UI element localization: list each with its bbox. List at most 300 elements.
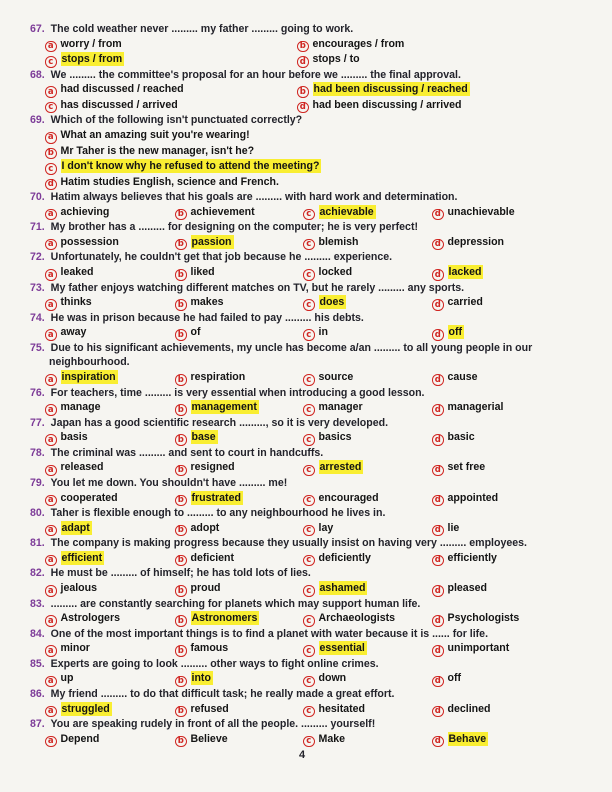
option-letter-badge: c [303, 465, 315, 477]
option [303, 205, 432, 221]
option-label: unimportant [447, 642, 510, 655]
option [297, 82, 604, 98]
option-letter-badge: d [432, 585, 444, 597]
question [30, 476, 604, 506]
option-letter-badge: a [45, 615, 57, 627]
option [45, 265, 175, 281]
option-label: base [191, 431, 216, 444]
option-letter-badge: c [303, 525, 315, 537]
option [303, 702, 432, 718]
question [30, 220, 604, 250]
option [432, 702, 604, 718]
option-label: Behave [448, 732, 487, 745]
question [30, 687, 604, 717]
question-head [30, 190, 604, 205]
option [432, 460, 604, 476]
option [432, 581, 604, 597]
option-letter-badge: b [45, 148, 57, 160]
question-text: My friend ......... to do that difficult task; he really made a great effort. [47, 688, 395, 700]
option-letter-badge: d [432, 525, 444, 537]
question-number: 74. [30, 311, 45, 324]
question [30, 386, 604, 416]
option-label: Psychologists [447, 612, 520, 625]
option [45, 611, 175, 627]
option-label: achieving [60, 205, 110, 218]
option-letter-badge: a [45, 525, 57, 537]
option [175, 671, 303, 687]
option [175, 400, 303, 416]
option-letter-badge: b [175, 329, 187, 341]
question-number: 73. [30, 281, 45, 294]
question [30, 68, 604, 114]
option [432, 430, 604, 446]
option-letter-badge: b [175, 465, 187, 477]
question [30, 113, 604, 190]
option-label: lie [447, 521, 460, 534]
question-text: You are speaking rudely in front of all the people. ......... yourself! [47, 718, 376, 731]
option-label: had been discussing / arrived [312, 98, 462, 111]
question-number: 80. [30, 507, 45, 520]
question-text: The cold weather never ......... my father ......... going to work. [47, 23, 354, 35]
option-label: deficiently [318, 551, 371, 564]
option-letter-badge: a [45, 239, 57, 251]
option [432, 235, 604, 251]
option [45, 671, 175, 687]
question-head [30, 717, 604, 732]
option-letter-badge: b [175, 676, 187, 688]
option-letter-badge: b [175, 404, 187, 416]
option-label: struggled [61, 702, 110, 715]
option-label: Believe [190, 732, 228, 745]
option-label: basics [318, 431, 352, 444]
option [175, 702, 303, 718]
options [45, 295, 604, 311]
question-head [30, 506, 604, 521]
option [303, 611, 432, 627]
option-label: basis [60, 431, 88, 444]
option-label: efficiently [447, 551, 497, 564]
options [45, 732, 604, 748]
option-letter-badge: d [432, 676, 444, 688]
question-number: 86. [30, 688, 45, 700]
option [432, 400, 604, 416]
option-label: frustrated [191, 491, 241, 504]
option-label: released [60, 461, 104, 474]
option-label: makes [190, 296, 224, 309]
option [175, 370, 303, 386]
option [175, 265, 303, 281]
option [45, 128, 604, 144]
question [30, 311, 604, 341]
question [30, 446, 604, 476]
option [432, 551, 604, 567]
question [30, 536, 604, 566]
option-label: source [318, 371, 354, 384]
option [175, 521, 303, 537]
option-letter-badge: b [175, 209, 187, 221]
options [45, 581, 604, 597]
option-letter-badge: b [175, 555, 187, 567]
options [45, 37, 604, 68]
option-label: appointed [447, 491, 499, 504]
option-label: stops / from [61, 53, 123, 66]
option [303, 521, 432, 537]
question [30, 506, 604, 536]
option-letter-badge: d [297, 102, 309, 114]
option-label: inspiration [61, 371, 116, 384]
question-number: 81. [30, 537, 45, 550]
option-label: Archaeologists [318, 612, 396, 625]
option-letter-badge: c [303, 706, 315, 718]
option-label: of [190, 326, 201, 339]
option-label: adapt [61, 521, 90, 534]
option-letter-badge: d [432, 404, 444, 416]
option-label: passion [191, 235, 232, 248]
option-label: set free [447, 461, 486, 474]
option-letter-badge: c [303, 495, 315, 507]
option-letter-badge: b [175, 585, 187, 597]
question-head [30, 597, 604, 612]
option [175, 205, 303, 221]
option-letter-badge: d [432, 465, 444, 477]
question [30, 416, 604, 446]
question-head [30, 220, 604, 235]
option-label: locked [318, 266, 353, 279]
question-head [30, 250, 604, 265]
option [175, 491, 303, 507]
page-number: 4 [298, 749, 306, 762]
option [45, 175, 604, 191]
option [303, 235, 432, 251]
option-label: down [318, 672, 347, 685]
question-head [30, 446, 604, 461]
option-label: in [318, 326, 328, 339]
option-letter-badge: a [45, 465, 57, 477]
option-letter-badge: d [432, 329, 444, 341]
option-letter-badge: d [45, 179, 57, 191]
question-head [30, 341, 604, 370]
option-label: stops / to [312, 53, 360, 66]
option [45, 235, 175, 251]
option-letter-badge: c [303, 329, 315, 341]
option-label: adopt [190, 521, 220, 534]
option-letter-badge: a [45, 585, 57, 597]
option-label: achievement [190, 205, 255, 218]
option-letter-badge: d [432, 555, 444, 567]
option-letter-badge: a [45, 404, 57, 416]
option-letter-badge: c [303, 209, 315, 221]
option-label: into [191, 672, 211, 685]
option-label: Depend [60, 732, 100, 745]
option-label: achievable [319, 205, 374, 218]
option [303, 732, 432, 748]
option-label: deficient [190, 551, 235, 564]
question-text: Unfortunately, he couldn't get that job because he ......... experience. [47, 251, 393, 264]
option [175, 295, 303, 311]
question-head [30, 386, 604, 401]
options [45, 551, 604, 567]
question-head [30, 687, 604, 702]
option-letter-badge: d [432, 269, 444, 281]
options [45, 611, 604, 627]
question-text: He must be ......... of himself; he has told lots of lies. [47, 567, 311, 580]
option-letter-badge: b [297, 86, 309, 98]
option [303, 430, 432, 446]
option-letter-badge: c [303, 585, 315, 597]
question [30, 341, 604, 386]
option [45, 37, 297, 53]
option [432, 325, 604, 341]
option [175, 551, 303, 567]
option-letter-badge: c [303, 434, 315, 446]
option-label: jealous [60, 582, 98, 595]
question-number: 67. [30, 23, 45, 35]
question-text: My father enjoys watching different matches on TV, but he rarely ......... any sports. [47, 281, 465, 294]
option [45, 82, 297, 98]
option [45, 702, 175, 718]
question-number: 72. [30, 251, 45, 264]
option-letter-badge: d [432, 706, 444, 718]
option-letter-badge: b [175, 374, 187, 386]
option-label: efficient [61, 551, 103, 564]
option-letter-badge: b [297, 41, 309, 53]
option-letter-badge: d [432, 374, 444, 386]
question-head [30, 566, 604, 581]
option-label: cooperated [60, 491, 118, 504]
option-label: What an amazing suit you're wearing! [60, 128, 250, 141]
option-label: managerial [447, 401, 504, 414]
question-number: 87. [30, 718, 45, 731]
option-label: Astronomers [191, 612, 258, 625]
options [45, 205, 604, 221]
question-head [30, 536, 604, 551]
option-label: refused [190, 702, 229, 715]
option [45, 491, 175, 507]
option [45, 551, 175, 567]
option-label: pleased [447, 582, 487, 595]
options [45, 325, 604, 341]
option [432, 295, 604, 311]
option-letter-badge: b [175, 299, 187, 311]
option-letter-badge: b [175, 736, 187, 748]
option-label: famous [190, 642, 229, 655]
option-label: had discussed / reached [60, 83, 184, 96]
option [45, 205, 175, 221]
option [175, 460, 303, 476]
question [30, 657, 604, 687]
option-label: has discussed / arrived [60, 98, 178, 111]
question-number: 84. [30, 627, 45, 640]
question-head [30, 416, 604, 431]
option-label: depression [447, 235, 505, 248]
options [45, 128, 604, 190]
question-number: 69. [30, 114, 45, 127]
option [432, 265, 604, 281]
questions [30, 22, 604, 747]
question-text: You let me down. You shouldn't have ......... me! [47, 477, 288, 490]
option-letter-badge: d [432, 209, 444, 221]
question-number: 83. [30, 597, 45, 610]
options [45, 235, 604, 251]
question-number: 76. [30, 386, 45, 399]
question-head [30, 627, 604, 642]
question-text: The criminal was ......... and sent to court in handcuffs. [47, 446, 324, 459]
option [303, 491, 432, 507]
option-label: off [448, 326, 463, 339]
question-text: Which of the following isn't punctuated correctly? [47, 114, 303, 127]
question-text: For teachers, time ......... is very essential when introducing a good lesson. [47, 386, 425, 399]
option-letter-badge: d [432, 736, 444, 748]
options [45, 491, 604, 507]
question-head [30, 476, 604, 491]
option-label: Mr Taher is the new manager, isn't he? [60, 144, 255, 157]
option-letter-badge: a [45, 645, 57, 657]
option-label: possession [60, 235, 119, 248]
option-label: lay [318, 521, 334, 534]
option [303, 460, 432, 476]
option [45, 641, 175, 657]
option-label: resigned [190, 461, 235, 474]
option-letter-badge: c [303, 555, 315, 567]
option-label: blemish [318, 235, 359, 248]
option-letter-badge: b [175, 525, 187, 537]
option-label: off [447, 672, 462, 685]
options [45, 400, 604, 416]
option [45, 732, 175, 748]
question-number: 68. [30, 68, 45, 81]
option [45, 400, 175, 416]
option [432, 521, 604, 537]
option-label: proud [190, 582, 221, 595]
question-number: 71. [30, 221, 45, 234]
option [303, 671, 432, 687]
option-label: manage [60, 401, 101, 414]
option-label: Hatim studies English, science and French. [60, 175, 279, 188]
option [432, 671, 604, 687]
options [45, 641, 604, 657]
option-label: does [319, 296, 345, 309]
options [45, 671, 604, 687]
option-letter-badge: d [432, 495, 444, 507]
option [45, 295, 175, 311]
option [175, 581, 303, 597]
question-text: My brother has a ......... for designing on the computer; he is very perfect! [47, 221, 418, 234]
option-label: respiration [190, 371, 246, 384]
option-letter-badge: d [432, 239, 444, 251]
option-letter-badge: c [303, 239, 315, 251]
question-head [30, 113, 604, 128]
question-text: Due to his significant achievements, my uncle has become a/an ......... to all young people in our neighbourhood. [47, 341, 533, 369]
option [45, 581, 175, 597]
question-head [30, 281, 604, 296]
option-label: up [60, 672, 74, 685]
option-letter-badge: d [432, 299, 444, 311]
question-number: 82. [30, 567, 45, 580]
option [45, 159, 604, 175]
option [45, 144, 604, 160]
option [303, 400, 432, 416]
option-letter-badge: a [45, 209, 57, 221]
option-letter-badge: d [432, 434, 444, 446]
options [45, 460, 604, 476]
question [30, 597, 604, 627]
option-letter-badge: a [45, 676, 57, 688]
option-letter-badge: a [45, 86, 57, 98]
option-label: Make [318, 732, 345, 745]
option [432, 611, 604, 627]
question [30, 190, 604, 220]
option [432, 491, 604, 507]
question [30, 627, 604, 657]
option [297, 37, 604, 53]
question-number: 77. [30, 416, 45, 429]
options [45, 521, 604, 537]
option-letter-badge: a [45, 269, 57, 281]
option [303, 265, 432, 281]
question-text: Hatim always believes that his goals are ......... with hard work and determination. [47, 191, 458, 204]
question-text: The company is making progress because they usually insist on having very ......... employees. [47, 537, 527, 550]
option-letter-badge: c [303, 404, 315, 416]
option [432, 370, 604, 386]
question-text: Taher is flexible enough to ......... to any neighbourhood he lives in. [47, 507, 386, 520]
option-letter-badge: c [303, 676, 315, 688]
option [45, 325, 175, 341]
option [303, 295, 432, 311]
option [175, 641, 303, 657]
option-letter-badge: c [303, 645, 315, 657]
option [303, 551, 432, 567]
question-text: Experts are going to look ......... other ways to fight online crimes. [47, 657, 379, 670]
option-label: had been discussing / reached [313, 83, 468, 96]
option [175, 235, 303, 251]
option-letter-badge: c [303, 374, 315, 386]
question-number: 70. [30, 191, 45, 204]
option [45, 521, 175, 537]
option [45, 370, 175, 386]
options [45, 370, 604, 386]
option-label: liked [190, 266, 215, 279]
option [175, 325, 303, 341]
option-letter-badge: c [45, 56, 57, 68]
question-number: 79. [30, 477, 45, 490]
option-letter-badge: a [45, 329, 57, 341]
question-head [30, 311, 604, 326]
option-label: cause [447, 371, 478, 384]
option-letter-badge: d [297, 56, 309, 68]
option-label: I don't know why he refused to attend the meeting? [61, 160, 320, 173]
question-text: ......... are constantly searching for planets which may support human life. [47, 597, 421, 610]
option [45, 460, 175, 476]
options [45, 702, 604, 718]
option-label: thinks [60, 296, 92, 309]
option-label: worry / from [60, 37, 122, 50]
option [175, 611, 303, 627]
option [432, 205, 604, 221]
option [303, 325, 432, 341]
question-head [30, 68, 604, 83]
question-head [30, 657, 604, 672]
option-letter-badge: b [175, 615, 187, 627]
option [45, 98, 297, 114]
question-text: One of the most important things is to find a planet with water because it is ...... for life. [47, 627, 489, 640]
question-text: Japan has a good scientific research ........., so it is very developed. [47, 416, 389, 429]
option-letter-badge: a [45, 706, 57, 718]
option-letter-badge: a [45, 299, 57, 311]
option-letter-badge: a [45, 41, 57, 53]
option-label: essential [319, 642, 365, 655]
question-text: We ......... the committee's proposal for an hour before we ......... the final approval. [47, 68, 461, 81]
option-letter-badge: b [175, 269, 187, 281]
